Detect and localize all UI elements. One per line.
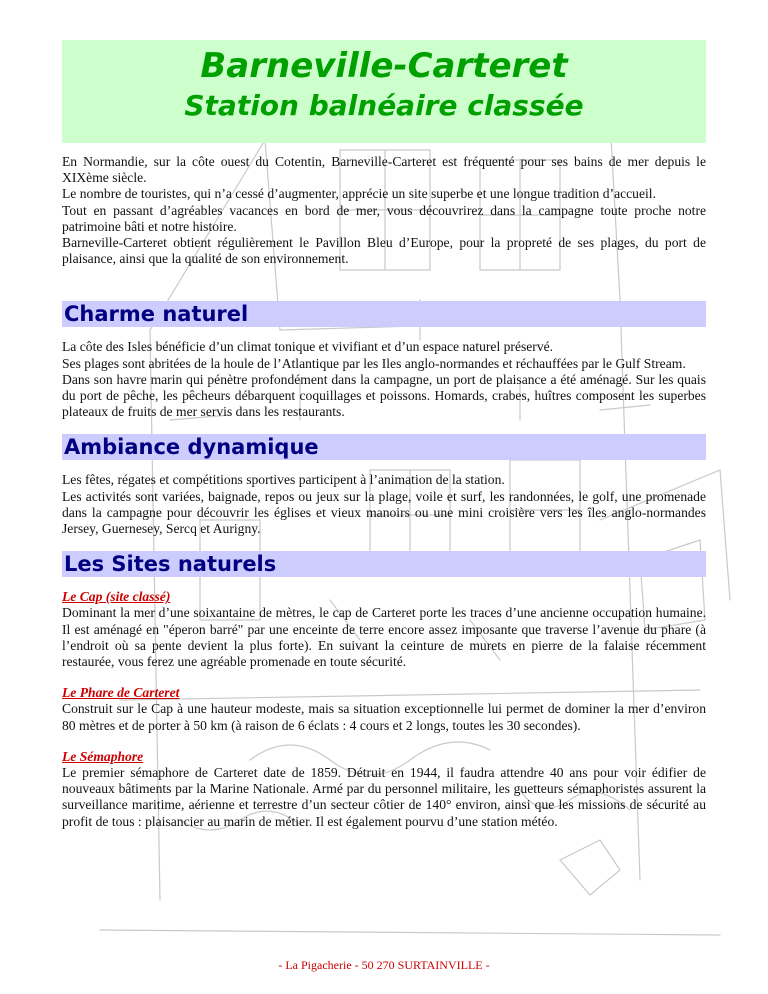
site-cap (62, 589, 706, 670)
section-heading-charme-naturel: Charme naturel (62, 301, 706, 327)
intro-paragraph: Le nombre de touristes, qui n’a cessé d’augmenter, apprécie un site superbe et une longue tradition d’accueil. (62, 186, 656, 202)
site-text-semaphore: Le premier sémaphore de Carteret date de 1859. Détruit en 1944, il faudra attendre 40 ans pour voir édifier de nouveaux bâtiments par la Marine Nationale. Armé par du personnel militaire, les guetteurs sémaphoristes assurent la surveillance maritime, aérienne et terrestre d’un secteur côtier de 140° environ, ainsi que les missions de sécurité au profit de tous : plaisancier au marin de métier. Il est également pourvu d’une station météo. (62, 765, 706, 829)
site-text-phare: Construit sur le Cap à une hauteur modeste, mais sa situation exceptionnelle lui permet de dominer la mer d’environ 80 mètres et de porter à 50 km (à raison de 6 éclats : 4 cours et 2 longs, toutes les 30 secondes). (62, 701, 706, 733)
title-banner (62, 40, 706, 143)
section-paragraph: Dans son havre marin qui pénètre profondément dans la campagne, un port de plaisance a été aménagé. Sur les quais du port de pêche, les pêcheurs débarquent coquillages et poissons. Homards, crabes, huîtres composent les superbes plateaux de fruits de mer servis dans les restaurants. (62, 371, 706, 420)
section-paragraph: La côte des Isles bénéficie d’un climat tonique et vivifiant et d’un espace naturel préservé. (62, 339, 554, 355)
intro-paragraph: Barneville-Carteret obtient régulièrement le Pavillon Bleu d’Europe, pour la propreté de ses plages, du port de plaisance, ainsi que la qualité de son environnement. (62, 235, 706, 267)
page-footer: - La Pigacherie - 50 270 SURTAINVILLE - (278, 958, 490, 972)
section-heading-sites-naturels: Les Sites naturels (62, 551, 706, 577)
site-title-semaphore: Le Sémaphore (62, 748, 144, 764)
site-text-cap: Dominant la mer d’une soixantaine de mètres, le cap de Carteret porte les traces d’une ancienne occupation humaine. Il est aménagé en "éperon barré" par une enceinte de terre encore assez imposante que traverse l’avenue du phare (à l’endroit où sa pente devient la plus forte). En suivant la ceinture de murets en pierre de la falaise récemment restaurée, vous ferez une agréable promenade en toute sécurité. (62, 605, 706, 670)
site-phare (62, 685, 706, 734)
intro-paragraph: Tout en passant d’agréables vacances en bord de mer, vous découvrirez dans la campagne toute proche notre patrimoine bâti et notre histoire. (62, 202, 706, 234)
section-ambiance-dynamique (62, 472, 706, 537)
section-paragraph: Les activités sont variées, baignade, repos ou jeux sur la plage, voile et surf, les randonnées, le golf, une promenade dans la campagne pour découvrir les églises et vieux manoirs ou une mini croisière vers les îles anglo-normandes Jersey, Guernesey, Sercq et Aurigny. (62, 488, 706, 537)
section-heading-ambiance-dynamique: Ambiance dynamique (62, 434, 706, 460)
site-title-phare: Le Phare de Carteret (62, 685, 180, 701)
intro-section (62, 154, 706, 267)
section-paragraph: Ses plages sont abritées de la houle de l’Atlantique par les Iles anglo-normandes et réchauffées par le Gulf Stream. (62, 355, 686, 371)
section-paragraph: Les fêtes, régates et compétitions sportives participent à l’animation de la station. (62, 472, 505, 488)
section-sites-naturels (62, 589, 706, 830)
page-title: Barneville-Carteret (200, 46, 568, 86)
site-title-cap: Le Cap (site classé) (62, 589, 171, 605)
page-subtitle: Station balnéaire classée (184, 89, 584, 122)
section-charme-naturel (62, 339, 706, 420)
site-semaphore (62, 749, 706, 830)
intro-paragraph: En Normandie, sur la côte ouest du Cotentin, Barneville-Carteret est fréquenté pour ses bains de mer depuis le XIXème siècle. (62, 154, 706, 186)
page-content (62, 40, 706, 830)
